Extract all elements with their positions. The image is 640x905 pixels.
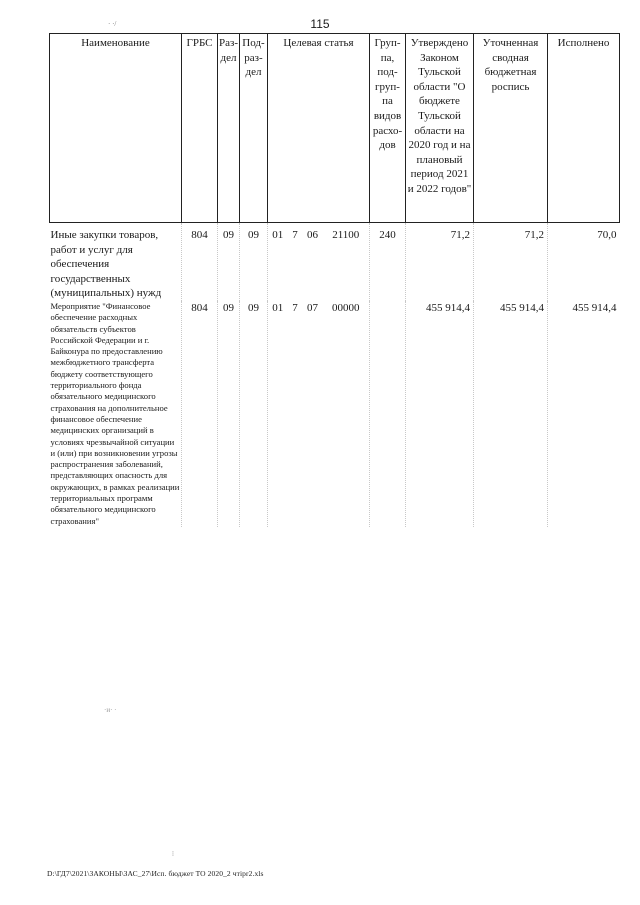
- row-podrazdel: 09: [240, 301, 268, 527]
- header-utochnennaya: Уточненная сводная бюджетная роспись: [474, 34, 548, 223]
- row-name: Иные закупки товаров, работ и услуг для обеспечения государственных (муниципальных) нужд: [50, 223, 182, 301]
- row-cs-direction: 00000: [323, 301, 370, 527]
- row-podrazdel: 09: [240, 223, 268, 301]
- row-cs-program: 01: [272, 301, 284, 314]
- row-utochnennaya: 455 914,4: [474, 301, 548, 527]
- row-cs-program: 01: [272, 229, 284, 241]
- table-row: [50, 301, 620, 527]
- row-gruppa: [370, 301, 406, 527]
- file-path-footer: D:\ГД7\2021\ЗАКОНЫ\ЗАС_27\Исп. бюджет ТО 2020_2 чтіpr2.xls: [47, 869, 264, 878]
- row-utverzhdeno: 71,2: [406, 223, 474, 301]
- row-name: Мероприятие "Финансовое обеспечение расходных обязательств субъектов Российской Федерации и г. Байконура по предоставлению межбюджетного трансферта бюджету соответствующего территориального фонда обязательного медицинского страхования на дополнительное финансовое обеспечение медицинских организаций в условиях чрезвычайной ситуации и (или) при возникновении угрозы распространения заболеваний, представляющих опасность для окружающих, в рамках реализации территориальных программ обязательного медицинского страхования": [50, 301, 182, 527]
- row-utverzhdeno: 455 914,4: [406, 301, 474, 527]
- row-cs-direction: 21100: [323, 223, 370, 301]
- header-gruppa: Груп-па, под-груп-па видов расхо-дов: [370, 34, 406, 223]
- row-cs-event: 06: [307, 229, 318, 241]
- row-cs-subprogram: 7: [292, 301, 298, 314]
- scan-artifact: ⁞: [172, 850, 174, 858]
- row-cs-subprogram: 7: [292, 229, 298, 241]
- row-razdel: 09: [218, 223, 240, 301]
- row-razdel: 09: [218, 301, 240, 527]
- scan-artifact: ·и· ·: [104, 706, 117, 714]
- row-utochnennaya: 71,2: [474, 223, 548, 301]
- header-ispolneno: Исполнено: [548, 34, 620, 223]
- row-grbs: 804: [182, 223, 218, 301]
- table-row: [50, 223, 620, 301]
- budget-table: [49, 33, 620, 527]
- header-razdel: Раз-дел: [218, 34, 240, 223]
- header-name: Наименование: [50, 34, 182, 223]
- row-cs-event: 07: [307, 301, 318, 314]
- header-utverzhdeno: Утверждено Законом Тульской области "О бюджете Тульской области на 2020 год и на плановый период 2021 и 2022 годов": [406, 34, 474, 223]
- header-celevaya-statya: Целевая статья: [268, 34, 370, 223]
- scan-artifact: · ·/: [108, 20, 117, 28]
- page-number: 115: [310, 17, 330, 31]
- header-podrazdel: Под-раз-дел: [240, 34, 268, 223]
- row-ispolneno: 70,0: [597, 229, 617, 241]
- row-grbs: 804: [182, 301, 218, 527]
- row-gruppa: 240: [370, 223, 406, 301]
- header-grbs: ГРБС: [182, 34, 218, 223]
- row-ispolneno: 455 914,4: [572, 301, 617, 314]
- table-header-row: [50, 34, 620, 223]
